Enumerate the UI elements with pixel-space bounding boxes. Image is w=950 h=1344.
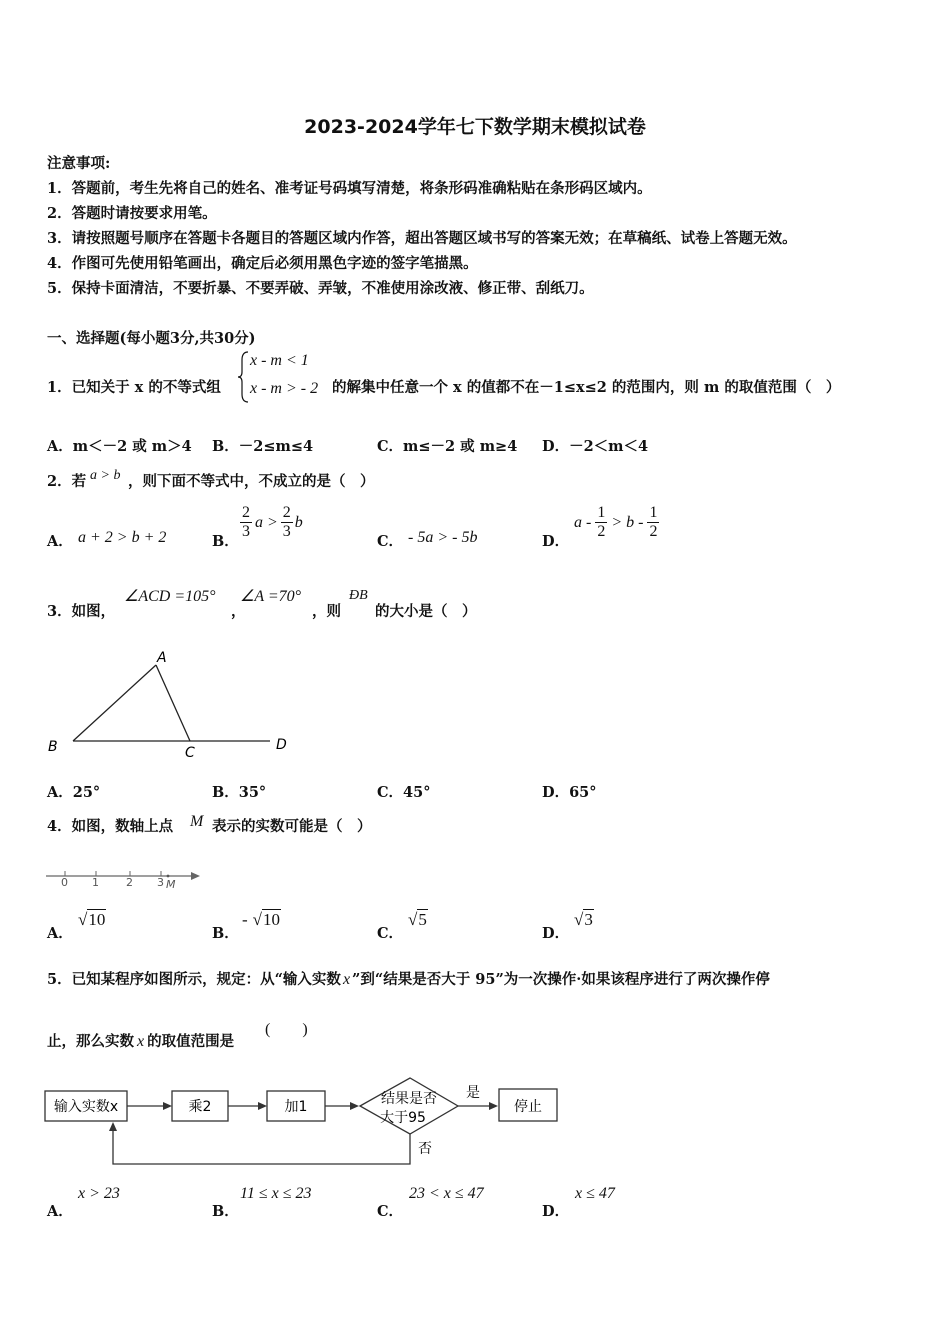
notice-heading: 注意事项: bbox=[47, 155, 111, 172]
q3-option-d: D．65° bbox=[542, 784, 597, 801]
q4-label-d: D． bbox=[542, 925, 570, 942]
q5-line1: 5．已知某程序如图所示，规定：从“输入实数 x ”到“结果是否大于 95”为一次操作·如果该程序进行了两次操作停 bbox=[47, 971, 770, 988]
q5-label-a: A． bbox=[47, 1203, 73, 1220]
q5-option-d: x ≤ 47 bbox=[575, 1185, 615, 1202]
q3-option-a: A．25° bbox=[47, 784, 101, 801]
q2-label-d: D． bbox=[542, 533, 570, 550]
page-title: 2023-2024学年七下数学期末模拟试卷 bbox=[304, 116, 646, 138]
flow-add-label: 加1 bbox=[284, 1099, 308, 1115]
q4-label-b: B． bbox=[212, 925, 239, 942]
q4-tick-2: 2 bbox=[126, 876, 133, 889]
q2-label-b: B． bbox=[212, 533, 239, 550]
q1-brace bbox=[236, 350, 250, 404]
q4-point-m: M bbox=[166, 878, 176, 891]
q2-option-c: - 5a > - 5b bbox=[408, 529, 478, 546]
q2-option-b: $\frac{2}{3}$ a > $\frac{2}{3}$ b bbox=[242, 504, 303, 540]
q2-prefix: 2．若 bbox=[47, 473, 87, 490]
q3-point-a: A bbox=[157, 650, 167, 666]
q4-suffix: 表示的实数可能是（ ） bbox=[212, 818, 372, 835]
q2-label-a: A． bbox=[47, 533, 73, 550]
q1-option-a: A．m＜－2 或 m＞4 bbox=[47, 438, 192, 455]
q3-point-b: B bbox=[48, 739, 58, 755]
q5-answer-paren: ( ) bbox=[265, 1021, 308, 1038]
q2-option-b-frac1: $\frac{2}{3}$ bbox=[242, 504, 250, 540]
q4-label-c: C． bbox=[377, 925, 404, 942]
q2-option-b-frac2: $\frac{2}{3}$ bbox=[282, 504, 291, 540]
q4-var-m: M bbox=[190, 813, 204, 830]
q1-option-c: C．m≤－2 或 m≥4 bbox=[377, 438, 518, 455]
flow-input-label: 输入实数x bbox=[53, 1099, 119, 1115]
q5-label-c: C． bbox=[377, 1203, 404, 1220]
q4-option-a: √10 bbox=[78, 910, 106, 929]
q2-option-d-frac2: $\frac{1}{2}$ bbox=[649, 504, 658, 540]
q4-number-line bbox=[40, 864, 210, 894]
q2-option-d: a - $\frac{1}{2}$ > b - $\frac{1}{2}$ bbox=[574, 504, 658, 540]
q4-option-b: - √10 bbox=[242, 910, 281, 929]
q5-option-b: 11 ≤ x ≤ 23 bbox=[240, 1185, 312, 1202]
q3-sep: ， bbox=[231, 603, 246, 620]
q4-option-c: √5 bbox=[408, 910, 427, 929]
notice-item-1: 1．答题前，考生先将自己的姓名、准考证号码填写清楚，将条形码准确粘贴在条形码区域内。 bbox=[47, 180, 652, 197]
flow-multiply-label: 乘2 bbox=[188, 1099, 212, 1115]
q3-option-c: C．45° bbox=[377, 784, 431, 801]
q3-then: ，则 bbox=[312, 603, 341, 620]
q4-tick-1: 1 bbox=[92, 876, 99, 889]
q2-option-a: a + 2 > b + 2 bbox=[78, 529, 167, 546]
section-heading: 一、选择题(每小题3分,共30分) bbox=[47, 330, 256, 347]
q5-label-b: B． bbox=[212, 1203, 239, 1220]
q3-angle-a: ∠A =70° bbox=[240, 588, 302, 605]
q3-point-d: D bbox=[276, 737, 287, 753]
q4-prefix: 4．如图，数轴上点 bbox=[47, 818, 174, 835]
q5-label-d: D． bbox=[542, 1203, 570, 1220]
q5-flowchart bbox=[40, 1072, 580, 1172]
q3-option-b: B．35° bbox=[212, 784, 267, 801]
notice-item-5: 5．保持卡面清洁，不要折暴、不要弄破、弄皱，不准使用涂改液、修正带、刮纸刀。 bbox=[47, 280, 594, 297]
q5-option-a: x > 23 bbox=[78, 1185, 120, 1202]
q4-tick-3: 3 bbox=[157, 876, 164, 889]
q2-condition: a > b bbox=[90, 468, 121, 483]
q1-system-line2: x - m > - 2 bbox=[250, 380, 319, 397]
flow-stop-label: 停止 bbox=[514, 1099, 542, 1115]
q4-point-m-dot bbox=[167, 875, 170, 878]
q2-option-d-frac1: $\frac{1}{2}$ bbox=[597, 504, 606, 540]
q5-line2: 止，那么实数 x 的取值范围是 bbox=[47, 1033, 235, 1050]
notice-item-4: 4．作图可先使用铅笔画出，确定后必须用黑色字迹的签字笔描黑。 bbox=[47, 255, 478, 272]
notice-item-3: 3．请按照题号顺序在答题卡各题目的答题区域内作答，超出答题区域书写的答案无效；在草稿纸、试卷上答题无效。 bbox=[47, 230, 797, 247]
q3-prefix: 3．如图， bbox=[47, 603, 116, 620]
q1-system-line1: x - m < 1 bbox=[250, 352, 309, 369]
q2-suffix: ，则下面不等式中，不成立的是（ ） bbox=[128, 473, 375, 490]
q2-label-c: C． bbox=[377, 533, 404, 550]
q1-option-d: D．－2＜m＜4 bbox=[542, 438, 649, 455]
q3-angle-acd: ∠ACD =105° bbox=[124, 588, 216, 605]
flow-no-label: 否 bbox=[418, 1141, 432, 1157]
flow-decision-line2: 大于95 bbox=[380, 1110, 426, 1126]
q3-point-c: C bbox=[185, 745, 195, 761]
notice-item-2: 2．答题时请按要求用笔。 bbox=[47, 205, 217, 222]
q4-label-a: A． bbox=[47, 925, 73, 942]
q1-prefix: 1．已知关于 x 的不等式组 bbox=[47, 379, 221, 396]
q3-suffix: 的大小是（ ） bbox=[375, 603, 477, 620]
q3-triangle-figure bbox=[40, 645, 300, 765]
q1-suffix: 的解集中任意一个 x 的值都不在－1≤x≤2 的范围内，则 m 的取值范围（ ） bbox=[332, 379, 841, 396]
q5-option-c: 23 < x ≤ 47 bbox=[409, 1185, 484, 1202]
flow-yes-label: 是 bbox=[466, 1085, 480, 1101]
q4-option-d: √3 bbox=[574, 910, 593, 929]
q3-angle-b: ÐB bbox=[349, 588, 368, 603]
flow-decision-line1: 结果是否 bbox=[381, 1091, 437, 1107]
q4-tick-0: 0 bbox=[61, 876, 68, 889]
q1-option-b: B．－2≤m≤4 bbox=[212, 438, 314, 455]
